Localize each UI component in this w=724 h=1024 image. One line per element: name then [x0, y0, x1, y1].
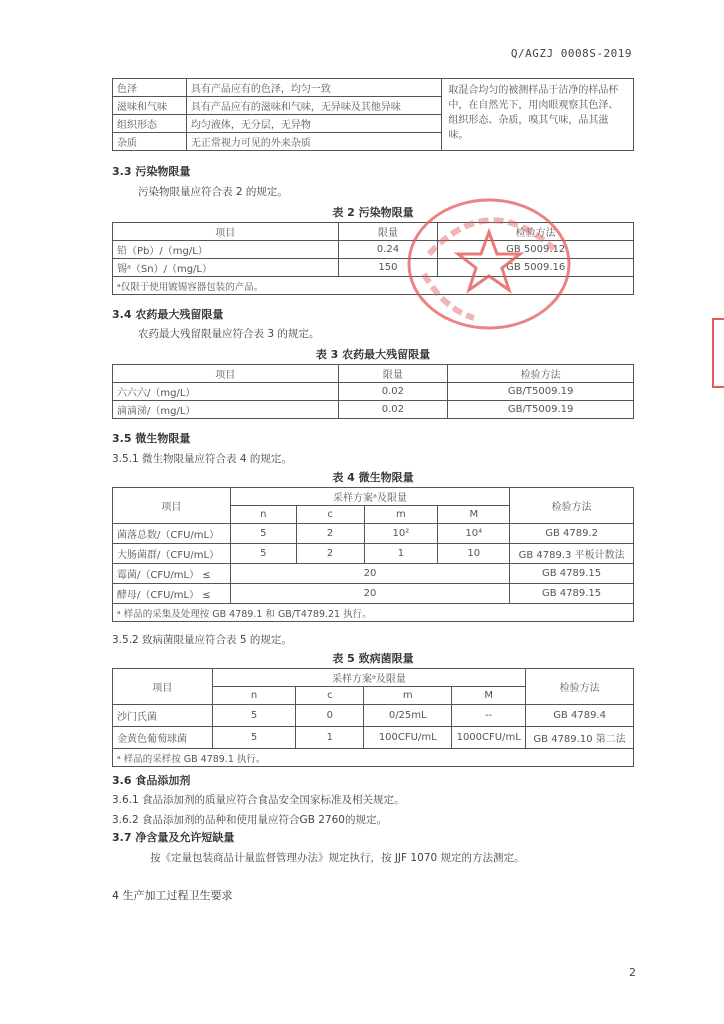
table-row	[113, 705, 634, 727]
microbe-table	[112, 487, 634, 622]
paragraph: 污染物限量应符合表 2 的规定。	[138, 186, 288, 198]
pesticide-table	[112, 364, 634, 419]
cell: 0	[296, 705, 364, 727]
cell: 滴滴涕/（mg/L）	[113, 401, 339, 419]
col-subheader: n	[212, 687, 296, 705]
table-row	[113, 524, 634, 544]
seal-star-icon	[458, 232, 520, 290]
cell: GB 5009.16	[438, 259, 634, 277]
table-header-row	[113, 488, 634, 506]
table-caption: 表 3 农药最大残留限量	[315, 348, 431, 361]
col-subheader: n	[230, 506, 296, 524]
seal-ring	[409, 200, 569, 328]
cell: 铅（Pb）/（mg/L）	[113, 241, 339, 259]
sensory-requirement: 具有产品应有的滋味和气味，无异味及其他异味	[186, 97, 441, 115]
col-header: 项目	[113, 365, 339, 383]
table-caption: 表 5 致病菌限量	[332, 652, 414, 665]
paragraph: 农药最大残留限量应符合表 3 的规定。	[138, 328, 320, 340]
cell: GB 4789.2	[510, 524, 634, 544]
edge-seal-fragment	[712, 318, 724, 388]
table-caption: 表 4 微生物限量	[332, 471, 414, 484]
col-header: 检验方法	[438, 223, 634, 241]
col-subheader: c	[296, 506, 364, 524]
section-heading: 4 生产加工过程卫生要求	[112, 889, 233, 902]
section-heading: 3.4 农药最大残留限量	[112, 308, 224, 321]
cell: 六六六/（mg/L）	[113, 383, 339, 401]
table-row	[113, 79, 634, 97]
doc-code: Q/AGZJ 0008S-2019	[510, 47, 632, 60]
paragraph: 3.6.1 食品添加剂的质量应符合食品安全国家标准及相关规定。	[112, 794, 405, 806]
cell: --	[452, 705, 526, 727]
table-row	[113, 584, 634, 604]
paragraph: 按《定量包装商品计量监督管理办法》规定执行，按 JJF 1070 规定的方法测定。	[150, 852, 525, 864]
cell: 20	[230, 564, 509, 584]
col-header: 检验方法	[510, 488, 634, 524]
col-header: 采样方案ᵃ及限量	[230, 488, 509, 506]
section-heading: 3.7 净含量及允许短缺量	[112, 831, 235, 844]
cell: 100CFU/mL	[364, 727, 452, 749]
section-heading: 3.6 食品添加剂	[112, 774, 191, 787]
cell: 5	[212, 727, 296, 749]
cell: 菌落总数/（CFU/mL）	[113, 524, 231, 544]
sensory-item: 组织形态	[113, 115, 187, 133]
col-subheader: c	[296, 687, 364, 705]
cell: 0.02	[338, 383, 448, 401]
cell: GB 4789.10 第二法	[526, 727, 634, 749]
cell: 10²	[364, 524, 438, 544]
paragraph: 3.5.2 致病菌限量应符合表 5 的规定。	[112, 634, 292, 646]
cell: 沙门氏菌	[113, 705, 213, 727]
sensory-table	[112, 78, 634, 151]
cell: 0/25mL	[364, 705, 452, 727]
table-row	[113, 383, 634, 401]
table-row	[113, 727, 634, 749]
col-header: 项目	[113, 669, 213, 705]
cell: GB/T5009.19	[448, 401, 634, 419]
cell: 150	[338, 259, 438, 277]
cell: 酵母/（CFU/mL） ≤	[113, 584, 231, 604]
cell: 5	[212, 705, 296, 727]
paragraph: 3.5.1 微生物限量应符合表 4 的规定。	[112, 453, 292, 465]
table-note: ᵃ 样品的采样按 GB 4789.1 执行。	[113, 749, 634, 767]
cell: 霉菌/（CFU/mL） ≤	[113, 564, 231, 584]
col-header: 限量	[338, 223, 438, 241]
sensory-requirement: 具有产品应有的色泽，均匀一致	[186, 79, 441, 97]
col-header: 项目	[113, 223, 339, 241]
table-row	[113, 564, 634, 584]
col-subheader: m	[364, 687, 452, 705]
table-note-row	[113, 749, 634, 767]
paragraph: 3.6.2 食品添加剂的品种和使用量应符合GB 2760的规定。	[112, 814, 387, 826]
cell: 10⁴	[438, 524, 510, 544]
col-header: 检验方法	[448, 365, 634, 383]
sensory-item: 杂质	[113, 133, 187, 151]
table-row	[113, 401, 634, 419]
cell: GB 4789.3 平板计数法	[510, 544, 634, 564]
cell: GB 4789.15	[510, 584, 634, 604]
col-header: 采样方案ᵃ及限量	[212, 669, 525, 687]
cell: 10	[438, 544, 510, 564]
cell: 1	[364, 544, 438, 564]
cell: 5	[230, 544, 296, 564]
cell: 2	[296, 524, 364, 544]
cell: 20	[230, 584, 509, 604]
cell: 0.02	[338, 401, 448, 419]
table-row	[113, 544, 634, 564]
cell: GB 4789.4	[526, 705, 634, 727]
sensory-item: 色泽	[113, 79, 187, 97]
sensory-method: 取混合均匀的被测样品于洁净的样品杯中，在自然光下，用肉眼观察其色泽、组织形态、杂质，嗅其气味，品其滋味。	[442, 79, 634, 151]
company-seal	[404, 194, 574, 334]
cell: 金黄色葡萄球菌	[113, 727, 213, 749]
col-subheader: M	[452, 687, 526, 705]
cell: 1000CFU/mL	[452, 727, 526, 749]
cell: GB 5009.12	[438, 241, 634, 259]
col-subheader: M	[438, 506, 510, 524]
sensory-requirement: 均匀液体，无分层，无异物	[186, 115, 441, 133]
cell: GB 4789.15	[510, 564, 634, 584]
seal-text-arc-lower	[424, 274, 474, 318]
cell: 0.24	[338, 241, 438, 259]
section-heading: 3.3 污染物限量	[112, 165, 191, 178]
table-note: ᵃ仅限于使用镀锡容器包装的产品。	[113, 277, 634, 295]
table-header-row	[113, 669, 634, 687]
section-heading: 3.5 微生物限量	[112, 432, 191, 445]
table-header-row	[113, 365, 634, 383]
col-header: 检验方法	[526, 669, 634, 705]
table-note-row	[113, 604, 634, 622]
pathogen-table	[112, 668, 634, 767]
cell: GB/T5009.19	[448, 383, 634, 401]
col-header: 项目	[113, 488, 231, 524]
col-header: 限量	[338, 365, 448, 383]
col-subheader: m	[364, 506, 438, 524]
cell: 锡ᵃ（Sn）/（mg/L）	[113, 259, 339, 277]
cell: 5	[230, 524, 296, 544]
cell: 2	[296, 544, 364, 564]
table-note: ᵃ 样品的采集及处理按 GB 4789.1 和 GB/T4789.21 执行。	[113, 604, 634, 622]
table-caption: 表 2 污染物限量	[332, 206, 414, 219]
cell: 大肠菌群/（CFU/mL）	[113, 544, 231, 564]
page-number: 2	[629, 966, 636, 979]
sensory-item: 滋味和气味	[113, 97, 187, 115]
sensory-requirement: 无正常视力可见的外来杂质	[186, 133, 441, 151]
cell: 1	[296, 727, 364, 749]
